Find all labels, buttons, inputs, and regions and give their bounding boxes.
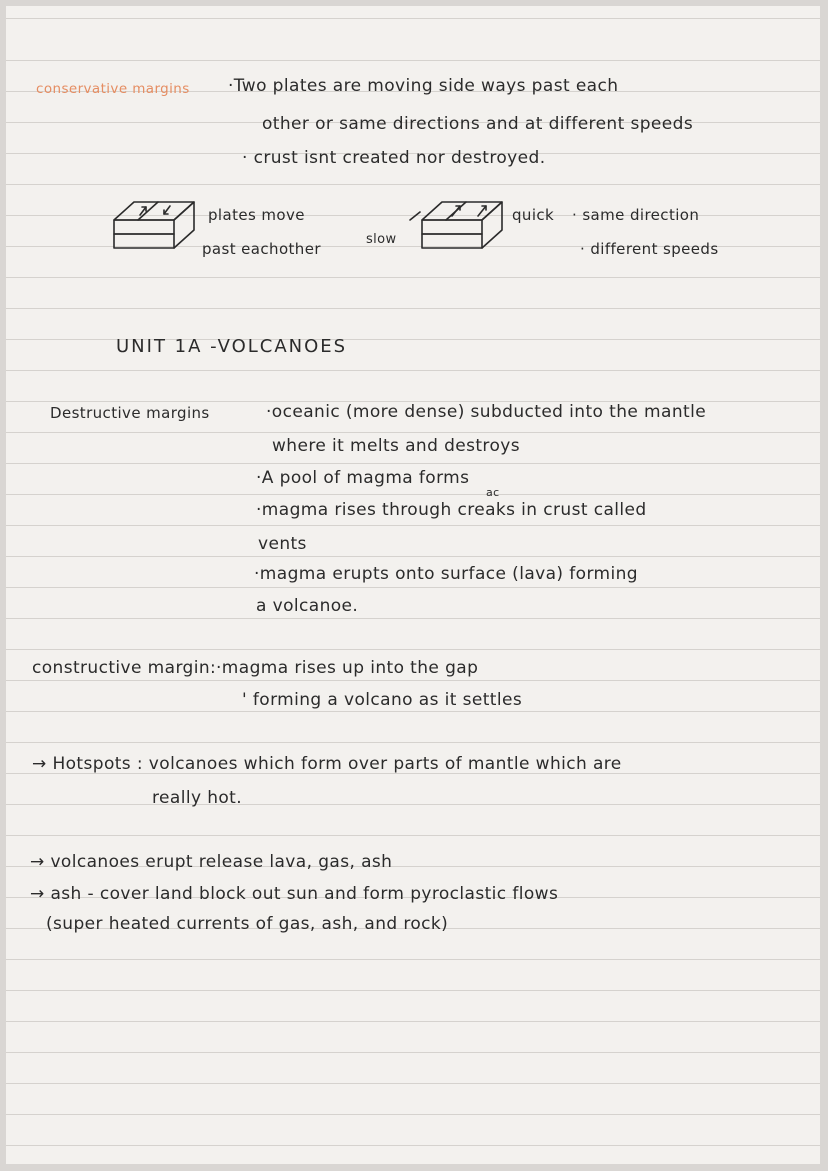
conservative-line-3: · crust isnt created nor destroyed. <box>242 148 546 168</box>
left-caption-2: past eachother <box>202 240 321 258</box>
hotspots-line-2: really hot. <box>152 788 243 808</box>
plate-block-right-icon <box>408 196 508 266</box>
slow-label: slow <box>366 232 397 247</box>
plate-block-left-icon <box>110 196 200 266</box>
destructive-margins-label: Destructive margins <box>50 404 210 422</box>
notebook-page <box>6 6 820 1164</box>
notes-line-3: (super heated currents of gas, ash, and rock) <box>46 914 449 934</box>
constructive-margin-label: constructive margin: <box>32 658 217 678</box>
right-caption-2: · different speeds <box>580 240 719 258</box>
constructive-line-1: ·magma rises up into the gap <box>216 658 479 678</box>
constructive-line-2: ' forming a volcano as it settles <box>242 690 523 710</box>
notes-line-2: → ash - cover land block out sun and form pyroclastic flows <box>30 884 559 904</box>
hotspots-line-1: → Hotspots : volcanoes which form over parts of mantle which are <box>32 754 622 774</box>
correction-mark: ac <box>486 486 500 499</box>
right-caption-1: · same direction <box>572 206 700 224</box>
left-caption-1: plates move <box>208 206 305 224</box>
destructive-line-1: ·oceanic (more dense) subducted into the mantle <box>266 402 707 422</box>
destructive-line-7: a volcanoe. <box>256 596 359 616</box>
quick-label: quick <box>512 206 555 224</box>
unit-heading: UNIT 1A -VOLCANOES <box>116 336 348 357</box>
destructive-line-4: ·magma rises through creaks in crust called <box>256 500 647 520</box>
destructive-line-2: where it melts and destroys <box>272 436 520 456</box>
conservative-line-1: ·Two plates are moving side ways past each <box>228 76 619 96</box>
conservative-line-2: other or same directions and at different speeds <box>262 114 694 134</box>
destructive-line-3: ·A pool of magma forms <box>256 468 470 488</box>
destructive-line-5: vents <box>258 534 307 554</box>
destructive-line-6: ·magma erupts onto surface (lava) forming <box>254 564 638 584</box>
notes-line-1: → volcanoes erupt release lava, gas, ash <box>30 852 393 872</box>
conservative-margins-label: conservative margins <box>36 81 190 97</box>
